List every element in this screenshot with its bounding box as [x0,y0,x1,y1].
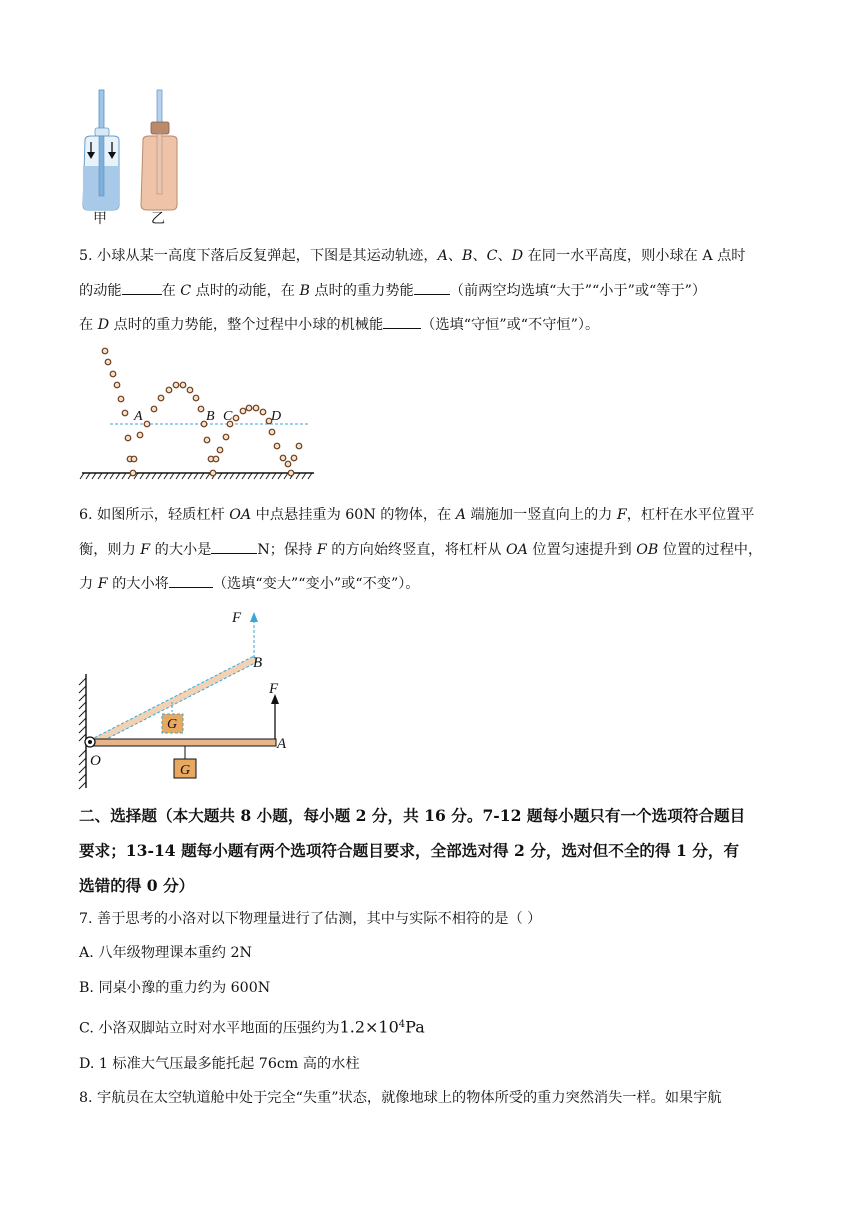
bottle-label-yi: 乙 [151,212,165,227]
q5-line-3: 在 D 点时的重力势能，整个过程中小球的机械能 （选填“守恒”或“不守恒”）。 [79,314,599,335]
section-heading-line-3: 选错的得 0 分） [79,876,195,895]
section-heading-line-2: 要求；13-14 题每小题有两个选项符合题目要求，全部选对得 2 分，选对但不全的得 1 分，有 [79,841,740,860]
answer-blank[interactable] [122,280,162,295]
section-heading-line-1: 二、选择题（本大题共 8 小题，每小题 2 分，共 16 分。7-12 题每小题只有一个选项符合题目 [79,806,746,825]
point-label-A-lever: A [277,736,287,752]
bottle-label-jia: 甲 [93,212,107,227]
point-label-B-lever: B [253,655,263,671]
q8-line-1: 8. 宇航员在太空轨道舱中处于完全“失重”状态，就像地球上的物体所受的重力突然消失一样。如果宇航 [79,1090,722,1106]
answer-blank[interactable] [383,314,421,329]
point-label-B: B [206,409,215,424]
bottles-figure [75,90,185,225]
weight-label-g: G [180,763,191,778]
q6-line-2: 衡，则力 F 的大小是 N；保持 F 的方向始终竖直，将杠杆从 OA 位置匀速提升到 OB 位置的过程中， [79,539,762,560]
point-label-A: A [134,409,143,424]
q7-option-a[interactable]: A. 八年级物理课本重约 2N [79,945,252,961]
lever-oa [90,739,276,746]
answer-blank[interactable] [169,573,213,588]
q7-option-d[interactable]: D. 1 标准大气压最多能托起 76cm 高的水柱 [79,1056,360,1072]
weight-label-g-dashed: G [167,717,178,732]
force-label-f-b: F [232,610,242,626]
answer-blank[interactable] [211,539,257,554]
lever-figure [76,602,316,792]
q6-line-1: 6. 如图所示，轻质杠杆 OA 中点悬挂重为 60N 的物体，在 A 端施加一竖直向上的力 F，杠杆在水平位置平 [79,507,755,523]
q5-line-1: 5. 小球从某一高度下落后反复弹起，下图是其运动轨迹，A、B、C、D 在同一水平高度，则小球在 A 点时 [79,248,746,264]
q6-line-3: 力 F 的大小将 （选填“变大”“变小”或“不变”）。 [79,573,420,594]
q7-option-b[interactable]: B. 同桌小豫的重力约为 600N [79,980,271,996]
point-label-D: D [271,409,282,424]
point-label-O: O [90,753,101,769]
q5-line-2: 的动能 在 C 点时的动能，在 B 点时的重力势能 （前两空均选填“大于”“小于”或“等于”） [79,280,706,301]
q7-stem: 7. 善于思考的小洛对以下物理量进行了估测，其中与实际不相符的是（ ） [79,911,542,927]
ball-trajectory-figure [80,342,320,482]
answer-blank[interactable] [414,280,450,295]
q7-option-c[interactable]: C. 小洛双脚站立时对水平地面的压强约为$1.2\times 10^4Pa$ [79,1017,425,1037]
force-label-f-a: F [269,681,279,697]
point-label-C: C [223,409,233,424]
bottle-yi [141,90,177,210]
bottle-jia [83,90,119,210]
